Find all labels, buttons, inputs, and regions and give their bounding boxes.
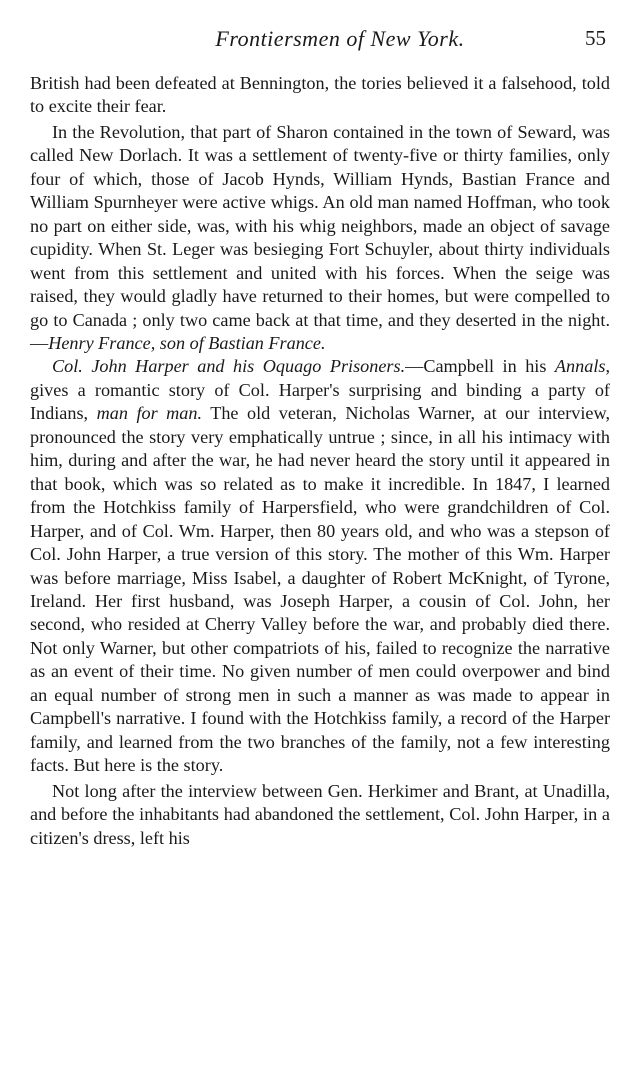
source-citation: Henry France, son of Bastian France. xyxy=(48,332,326,353)
page-number: 55 xyxy=(585,26,606,50)
text-segment: British had been defeated at Bennington, the tories believed it a falsehood, told to excite their fear. xyxy=(30,73,610,117)
paragraph-herkimer-brant xyxy=(30,780,610,850)
paragraph-harper-prisoners xyxy=(30,355,610,777)
text-segment: Not long after the interview between Gen. Herkimer and Brant, at Unadilla, and before the inhabitants had abandoned the settlement, Col. John Harper, in a citizen's dress, left his xyxy=(30,780,610,848)
book-title: Annals xyxy=(554,356,606,377)
section-heading: Col. John Harper and his Oquago Prisoners. xyxy=(52,356,406,377)
running-head xyxy=(30,26,610,66)
text-segment: —Campbell in his xyxy=(405,356,555,377)
paragraph-continued xyxy=(30,72,610,119)
paragraph-new-dorlach xyxy=(30,121,610,356)
running-title: Frontiersmen of New York. xyxy=(215,26,465,51)
text-segment: In the Revolution, that part of Sharon contained in the town of Seward, was called New Dorlach. It was a settlement of twenty-five or thirty families, only four of which, those of Jacob Hynds, William Hynds, Bastian France and William Spurnheyer were active whigs. An old man named Hoffman, who took no part on either side, was, with his whig neighbors, made an object of savage cupidity. When St. Leger was besieging Fort Schuyler, about thirty individuals went from this settlement and united with his forces. When the seige was raised, they would gladly have returned to their homes, but were compelled to go to Canada ; only two came back at that time, and they deserted in the night.— xyxy=(30,121,610,353)
body-text xyxy=(30,72,610,850)
emphasis-phrase: man for man. xyxy=(96,403,203,424)
book-page xyxy=(30,0,610,1092)
text-segment: , gives a romantic story of Col. Harper's surprising and binding a party of Indians, xyxy=(30,356,610,424)
text-segment: The old veteran, Nicholas Warner, at our interview, pronounced the story very emphatically untrue ; since, in all his intimacy with him, during and after the war, he had never heard the story until it appeared in that book, which was so related as to make it incredible. In 1847, I learned from the Hotchkiss family of Harpersfield, who were grandchildren of Col. Harper, and of Col. Wm. Harper, then 80 years old, and who was a stepson of Col. John Harper, a true version of this story. The mother of this Wm. Harper was before marriage, Miss Isabel, a daughter of Robert McKnight, of Tyrone, Ireland. Her first husband, was Joseph Harper, a cousin of Col. John, her second, who resided at Cherry Valley before the war, and probably died there. Not only Warner, but other compatriots of his, failed to recognize the narrative as an event of their time. No given number of men could overpower and bind an equal number of strong men in such a manner as was made to appear in Campbell's narrative. I found with the Hotchkiss family, a record of the Harper family, and learned from the two branches of the family, not a few interesting facts. But here is the story. xyxy=(30,403,610,776)
